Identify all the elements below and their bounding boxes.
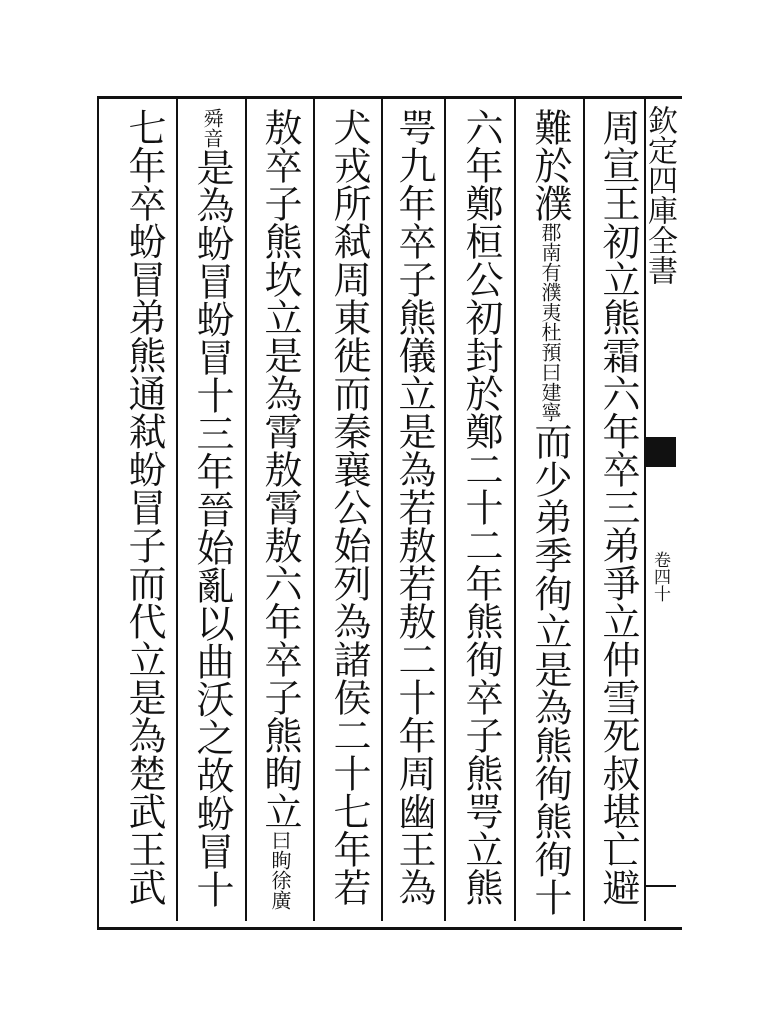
text-column-5: 犬戎所弒周東徙而秦襄公始列為諸侯二十七年若: [327, 108, 371, 906]
column-text: 難於濮: [528, 108, 572, 222]
column-rule: [514, 99, 516, 921]
text-column-7: [188, 108, 234, 908]
page-margin-column: [644, 99, 680, 921]
column-rule: [381, 99, 383, 921]
annotation-note: 徐廣 曰眴: [268, 830, 292, 910]
column-rule: [176, 99, 178, 921]
fishtail-mark: [646, 437, 676, 467]
annotation-note: 音 舜: [200, 108, 224, 148]
column-text: 是為蚡冒蚡冒十三年晉始亂以曲沃之故蚡冒十: [190, 148, 234, 908]
column-rule: [583, 99, 585, 921]
volume-label: 卷四十: [650, 551, 670, 602]
column-text: 而少弟季徇立是為熊徇熊徇十: [528, 422, 572, 916]
annotation-note: 杜預曰建寧 郡南有濮夷: [538, 222, 562, 422]
text-column-1: 周宣王初立熊霜六年卒三弟爭立仲雪死叔堪亡避: [596, 108, 640, 906]
column-rule: [245, 99, 247, 921]
column-rule: [444, 99, 446, 921]
column-text: 敖卒子熊坎立是為霄敖霄敖六年卒子熊眴立: [258, 108, 302, 830]
text-column-6: [256, 108, 302, 910]
text-column-2: [526, 108, 572, 916]
margin-divider: [646, 885, 676, 887]
text-column-4: 咢九年卒子熊儀立是為若敖若敖二十年周幽王為: [392, 108, 436, 906]
column-rule: [313, 99, 315, 921]
book-title: 欽定四庫全書: [642, 105, 677, 285]
text-column-8: 七年卒蚡冒弟熊通弒蚡冒子而代立是為楚武王武: [122, 108, 166, 906]
text-column-3: 六年鄭桓公初封於鄭二十二年熊徇卒子熊咢立熊: [459, 108, 503, 906]
